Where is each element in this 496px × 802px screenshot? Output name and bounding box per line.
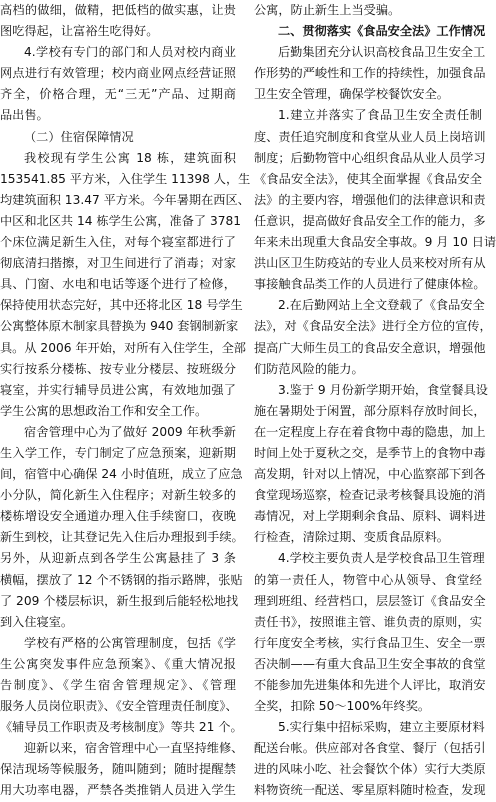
text-line: 公寓整体原木制家具替换为 940 套钢制新家 (0, 319, 239, 334)
text-line: 服务人员岗位职责》、《安全管理责任制度》、 (0, 699, 238, 714)
text-line: 制度；后勤物管中心组织食品从业人员学习 (254, 150, 486, 165)
text-line: （二）住宿保障情况 (24, 129, 134, 144)
text-line: 153541.85 平方米，入住学生 11398 人，生 (0, 171, 251, 186)
text-line: 不能参加先进集体和先进个人评比，取消安 (254, 678, 486, 692)
text-line: 迎新以来，宿舍管理中心一直坚持维修、 (24, 741, 244, 756)
text-line: 提高广大师生员工的食品安全意识，增强他 (254, 340, 486, 355)
text-line: 进的风味小吃、社会餐饮个体）实行大类原 (254, 762, 486, 777)
text-line: 在一定程度上存在着食物中毒的隐患，加上 (254, 424, 486, 439)
text-line: 学校有严格的公寓管理制度，包括《学 (24, 635, 236, 650)
text-line: 1.建立并落实了食品卫生安全责任制 (278, 108, 482, 123)
text-line: 学生公寓的思想政治工作和安全工作。 (0, 403, 208, 418)
text-line: 4.学校主要负责人是学校食品卫生管理 (278, 551, 485, 566)
text-line: 了 209 个楼层标识，新生报到后能轻松地找 (0, 593, 239, 608)
text-line: 具。从 2006 年开始，对所有入住学生，全部 (0, 340, 246, 355)
text-line: 新生到校，让其登记先入住后办理报到手续。 (0, 530, 244, 545)
text-line: 的第一责任人，物管中心从领导、食堂经 (254, 572, 482, 587)
text-line: 齐全，价格合理，无“三无”产品、过期商 (0, 87, 236, 102)
text-line: 作形势的严峻性和工作的持续性，加强食品 (254, 66, 486, 81)
text-line: 彻底清扫揩擦，对卫生间进行了消毒；对家 (0, 256, 236, 271)
text-line: 5.实行集中招标采购，建立主要原材料 (278, 720, 485, 735)
text-line: 们防范风险的能力。 (254, 361, 364, 376)
text-line: 行年度安全考核，实行食品卫生、安全一票 (254, 635, 486, 650)
section-heading: 二、贯彻落实《食品安全法》工作情况 (278, 24, 486, 39)
text-line: 网点进行有效管理；校内商业网点经营证照 (0, 66, 236, 81)
text-line: 楼栋增设安全通道办理入住手续窗口，夜晚 (0, 509, 236, 524)
text-line: 任意识，提高做好食品安全工作的能力，多 (254, 213, 486, 228)
text-line: 法》的主要内容，增强他们的法律意识和责 (254, 192, 486, 207)
text-line: 后勤集团充分认识高校食品卫生安全工 (278, 45, 486, 60)
text-line: 均建筑面积 13.47 平方米。今年暑期在西区、 (0, 192, 250, 207)
text-line: 2.在后勤网站上全文登载了《食品安全 (278, 298, 485, 313)
text-line: 实行按系分楼栋、按专业分楼层、按班级分 (0, 361, 236, 376)
text-line: 小分队，简化新生入住程序；对新生较多的 (0, 488, 236, 503)
text-line: 寝室，并实行辅导员进公寓，有效地加强了 (0, 382, 236, 397)
text-line: 否决制——有重大食品卫生安全事故的食堂 (254, 656, 486, 671)
text-line: 我校现有学生公寓 18 栋，建筑面积 (24, 150, 236, 165)
text-line: 料物资统一配送、零星原料随时检查，发现 (254, 783, 486, 798)
text-line: 时间上处于夏秋之交，是季节上的食物中毒 (254, 445, 486, 460)
text-line: 施在暑期处于闲置，部分原料存放时间长， (254, 403, 486, 418)
text-line: 《食品安全法》，使其全面掌握《食品安全 (254, 171, 482, 186)
text-line: 全奖，扣除 50～100%年终奖。 (254, 699, 431, 714)
text-line: 生公寓突发事件应急预案》、《重大情况报 (0, 656, 236, 671)
text-line: 毒情况，对上学期剩余食品、原料、调料进 (254, 509, 486, 524)
text-line: 4.学校有专门的部门和人员对校内商业 (24, 45, 236, 60)
text-line: 中区和北区共 14 栋学生公寓，准备了 3781 (0, 213, 241, 228)
text-line: 间，宿管中心确保 24 小时值班，成立了应急 (0, 467, 243, 482)
right-text-column (254, 0, 496, 802)
text-line: 用大功率电器，严禁各类推销人员进入学生 (0, 783, 236, 798)
text-line: 配送台帐。供应部对各食堂、餐厅（包括引 (254, 741, 486, 756)
text-line: 度、责任追究制度和食堂从业人员上岗培训 (254, 129, 486, 144)
text-line: 横幅，摆放了 12 个不锈钢的指示路牌，张贴 (0, 572, 243, 587)
text-line: 食堂现场巡察，检查记录考核餐具设施的消 (254, 488, 486, 503)
text-line: 3.鉴于 9 月份新学期开始，食堂餐具设 (278, 382, 488, 397)
text-line: 卫生安全管理，确保学校餐饮安全。 (254, 87, 449, 102)
text-line: 具、门窗、水电和电话等逐个进行了检修， (0, 277, 236, 292)
text-line: 年来未出现重大食品安全事故。9 月 10 日请 (254, 235, 496, 250)
text-line: 高档的做细，做精，把低档的做实惠，让贵 (0, 3, 236, 17)
text-line: 理到班组、经营档口，层层签订《食品安全 (254, 593, 486, 608)
text-line: 生入学工作，专门制定了应急预案，迎新期 (0, 445, 236, 460)
text-line: 图吃得起，让富裕生吃得好。 (0, 24, 159, 39)
text-line: 告制度》、《学生宿舍管理规定》、《管理 (0, 678, 236, 692)
text-line: 高发期，针对以上情况，中心监察部下到各 (254, 467, 486, 482)
text-line: 责任书》，按照谁主管、谁负责的原则，实 (254, 614, 482, 629)
text-line: 保洁现场等候服务，随叫随到；随时提醒禁 (0, 762, 236, 777)
text-line: 宿舍管理中心为了做好 2009 年秋季新 (24, 424, 236, 439)
text-line: 保持使用状态完好，其中还将北区 18 号学生 (0, 298, 243, 313)
text-line: 《辅导员工作职责及考核制度》等共 21 个。 (0, 720, 243, 735)
text-line: 法》，对《食品安全法》进行全方位的宣传， (254, 319, 492, 334)
text-line: 行检查，清除过期、变质食品原料。 (254, 530, 449, 545)
text-line: 事接触食品类工作的人员进行了健康体检。 (254, 277, 486, 292)
text-line: 个床位满足新生入住，对每个寝室都进行了 (0, 235, 236, 250)
text-line: 洪山区卫生防疫站的专业人员来校对所有从 (254, 256, 486, 271)
text-line: 另外，从迎新点到各学生公寓悬挂了 3 条 (0, 551, 236, 566)
text-line: 公寓，防止新生上当受骗。 (254, 3, 401, 17)
text-line: 到入住寝室。 (0, 614, 74, 629)
text-line: 品出售。 (0, 108, 49, 123)
